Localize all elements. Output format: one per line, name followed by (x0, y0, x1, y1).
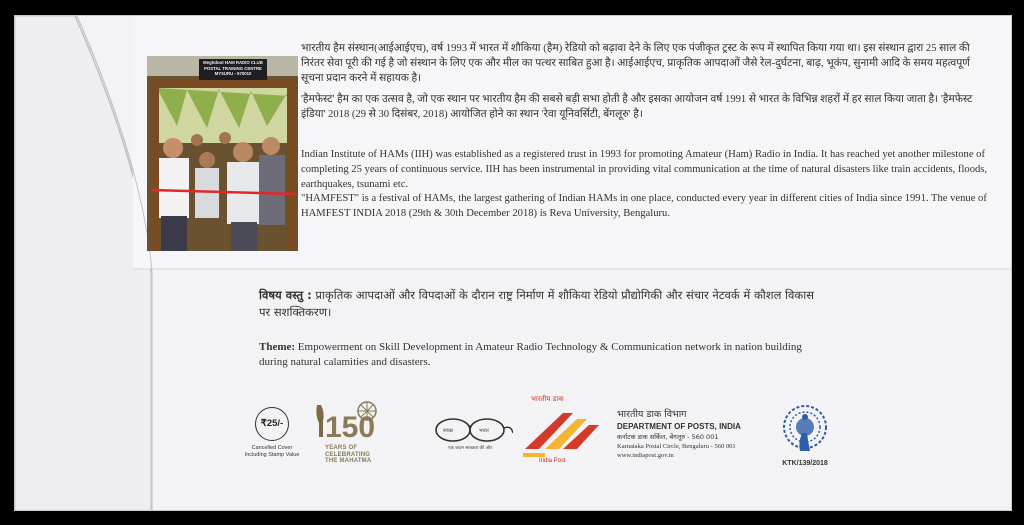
india-post-logo (515, 395, 605, 469)
english-paragraph-1: Indian Institute of HAMs (IIH) was established as a registered trust in 1993 for promoting Amateur (Ham) Radio in India. It has reached yet another milestone of completing 25 years of continuous service. IIH has been instrumental in providing vital communication at the time of natural disasters like train accidents, floods, earthquakes, tsunami etc. (301, 149, 988, 190)
swachh-word: स्वच्छ (443, 428, 454, 434)
gandhi-caption-line-1: YEARS OF (325, 445, 358, 451)
hindi-paragraph-2: 'हैमफेस्ट' हैम का एक उत्सव है, जो एक स्थान पर भारतीय हैम की सबसे बड़ी सभा होती है और इसका आयोजन वर्ष 1991 से भारत के विभिन्न शहरों में हर साल किया जाता है। 'हैमफेस्ट इंडिया' 2018 (29 से 30 दिसंबर, 2018) आयोजित होने का स्थान 'रेवा यूनिवर्सिटी, बेंगलूरु' है। (301, 94, 973, 120)
club-signboard (199, 59, 267, 80)
stamp-caption-line-2: Including Stamp Value (244, 452, 300, 458)
logos-row (15, 391, 1012, 481)
peacock-emblem-icon (780, 403, 830, 455)
english-theme-text: Empowerment on Skill Development in Amateur Radio Technology & Communication network in nation building during natural calamities and disasters. (259, 341, 802, 368)
stamp-value-caption (233, 445, 311, 459)
swachh-tagline: एक कदम स्वच्छता की ओर (447, 446, 493, 451)
circle-hindi: कर्नाटक डाक सर्किल, बेंगलूरु - 560 001 (617, 433, 719, 441)
envelope-back (14, 15, 1012, 511)
hindi-theme-text: प्राकृतिक आपदाओं और विपदाओं के दौरान राष्ट्र निर्माण में शौकिया रेडियो प्रौद्योगिकी और संचार नेटवर्क में कौशल विकास पर सशक्तिकरण। (259, 288, 814, 319)
english-paragraph-2: "HAMFEST" is a festival of HAMs, the largest gathering of Indian HAMs in one place, conducted every year in different cities of India since 1991. The venue of HAMFEST INDIA 2018 (29th & 30th December 2018) is Reva University, Bengaluru. (301, 193, 987, 219)
sign-line-1: Meghdoot HAM RADIO CLUB (203, 60, 263, 65)
gandhi-150-caption (325, 445, 371, 465)
department-hindi-name: भारतीय डाक विभाग (617, 409, 687, 420)
ktk-emblem (775, 403, 835, 467)
gandhi-caption-line-3: THE MAHATMA (325, 458, 372, 464)
ribbon-cutting-image (147, 56, 298, 251)
stamp-value (244, 407, 300, 459)
hindi-theme (259, 287, 819, 321)
ktk-code: KTK/139/2018 (782, 460, 828, 467)
ribbon-cutting-photo (147, 56, 298, 251)
sign-line-3: MYSURU - 570010 (214, 71, 252, 76)
india-post-hindi: भारतीय डाक (531, 395, 564, 403)
stamp-caption-line-1: Cancelled Cover (251, 445, 293, 451)
india-post-emblem-icon (515, 403, 605, 459)
department-english-name: DEPARTMENT OF POSTS, INDIA (617, 422, 741, 431)
english-theme-label: Theme: (259, 341, 296, 353)
gandhi-150-logo (311, 397, 391, 467)
english-theme (259, 340, 819, 370)
spectacles-icon (427, 413, 513, 447)
circle-english: Karnataka Postal Circle, Bengaluru - 560 001 (617, 443, 736, 450)
india-post-english: India Post (539, 458, 566, 464)
sign-line-2: POSTAL TRAINING CENTRE (204, 65, 262, 71)
swachh-bharat-logo (427, 413, 513, 453)
hindi-paragraph-1: भारतीय हैम संस्थान(आईआईएच), वर्ष 1993 में भारत में शौकिया (हैम) रेडियो को बढ़ावा देने के लिए एक पंजीकृत ट्रस्ट के रूप में स्थापित किया गया था। इस संस्थान द्वारा 25 साल की निरंतर सेवा पूरी की गई है जो संस्थान के लिए एक और मील का पत्थर साबित हुआ है। आईआईएच, प्राकृतिक आपदाओं जैसे रेल-दुर्घटना, बाढ़, भूकंप, सुनामी आदि के समय महत्वपूर्ण सूचना प्रदान करने में सहायक है। (301, 43, 970, 84)
hindi-theme-label: विषय वस्तु : (259, 288, 312, 302)
department-address (617, 409, 787, 460)
website-link[interactable]: www.indiapost.gov.in (617, 452, 674, 459)
bharat-word: भारत (479, 428, 489, 434)
stamp-value-circle: ₹25/- (255, 407, 289, 441)
gandhi-caption-line-2: CELEBRATING (325, 451, 371, 458)
gandhi-150-graphic (311, 397, 391, 445)
gandhi-150-number: 150 (325, 411, 376, 444)
